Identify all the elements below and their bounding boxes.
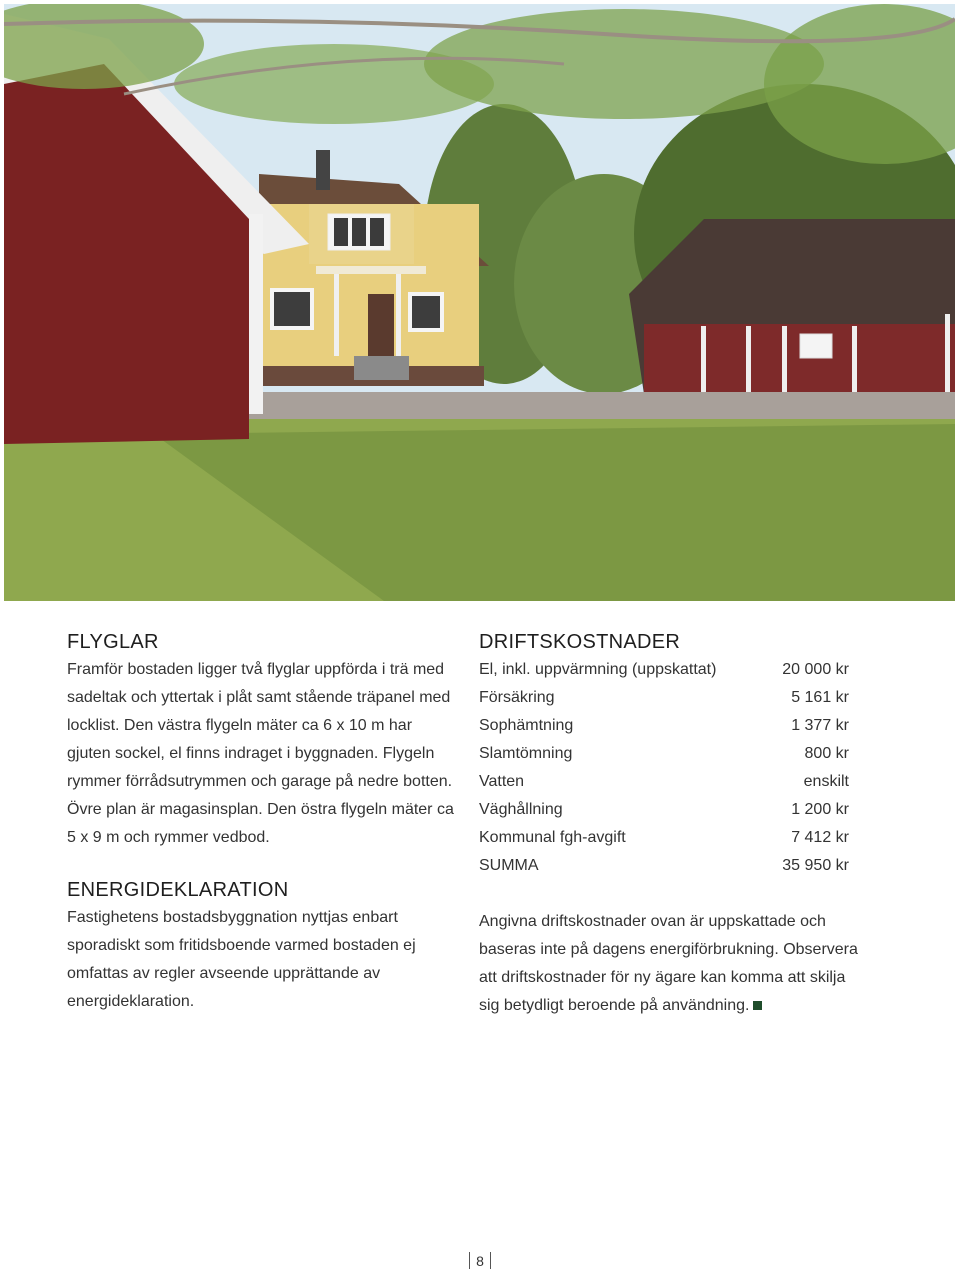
end-mark-icon xyxy=(753,1001,762,1010)
cost-value: 7 412 kr xyxy=(791,829,849,846)
table-row xyxy=(479,712,849,740)
energideklaration-text: Fastighetens bostadsbyggnation nyttjas enbart sporadiskt som fritidsboende varmed bostaden ej omfattas av regler avseende upprättande av energideklaration. xyxy=(67,909,416,1010)
cost-note xyxy=(479,908,859,1020)
cost-label: Sophämtning xyxy=(479,717,574,734)
cost-value: 5 161 kr xyxy=(791,689,849,706)
divider xyxy=(469,1252,470,1269)
table-row xyxy=(479,684,849,712)
flyglar-heading: FLYGLAR xyxy=(67,631,159,653)
cost-note-text: Angivna driftskostnader ovan är uppskattade och baseras inte på dagens energiförbrukning. Observera att driftskostnader för ny ägare kan komma att skilja sig betydligt beroende på användning. xyxy=(479,913,858,1014)
cost-label: Kommunal fgh-avgift xyxy=(479,829,626,846)
cost-value: 800 kr xyxy=(804,745,849,762)
cost-value: 35 950 kr xyxy=(782,857,849,874)
flyglar-text: Framför bostaden ligger två flyglar uppförda i trä med sadeltak och yttertak i plåt samt stående träpanel med locklist. Den västra flygeln mäter ca 6 x 10 m har gjuten sockel, el finns indraget i byggnaden. Flygeln rymmer förrådsutrymmen och garage på nedre botten. Övre plan är magasinsplan. Den östra flygeln mäter ca 5 x 9 m och rymmer vedbod. xyxy=(67,661,454,846)
cost-label: Väghållning xyxy=(479,801,563,818)
cost-value: 1 200 kr xyxy=(791,801,849,818)
table-row-total xyxy=(479,852,849,880)
farmhouse-photo xyxy=(4,4,955,601)
divider xyxy=(490,1252,491,1269)
cost-label: SUMMA xyxy=(479,857,539,874)
right-column xyxy=(479,628,859,1020)
table-row xyxy=(479,768,849,796)
cost-value: 1 377 kr xyxy=(791,717,849,734)
cost-label: Slamtömning xyxy=(479,745,573,762)
page-number-value: 8 xyxy=(476,1253,484,1269)
cost-label: Försäkring xyxy=(479,689,555,706)
cost-value: 20 000 kr xyxy=(782,661,849,678)
table-row xyxy=(479,824,849,852)
left-column xyxy=(67,628,457,1016)
cost-label: Vatten xyxy=(479,773,525,790)
page-number xyxy=(0,1252,960,1269)
cost-label: El, inkl. uppvärmning (uppskattat) xyxy=(479,661,717,678)
cost-value: enskilt xyxy=(803,773,849,790)
energideklaration-heading: ENERGIDEKLARATION xyxy=(67,879,289,901)
cost-table xyxy=(479,656,849,880)
table-row xyxy=(479,740,849,768)
driftskostnader-heading: DRIFTSKOSTNADER xyxy=(479,631,681,653)
table-row xyxy=(479,656,849,684)
table-row xyxy=(479,796,849,824)
